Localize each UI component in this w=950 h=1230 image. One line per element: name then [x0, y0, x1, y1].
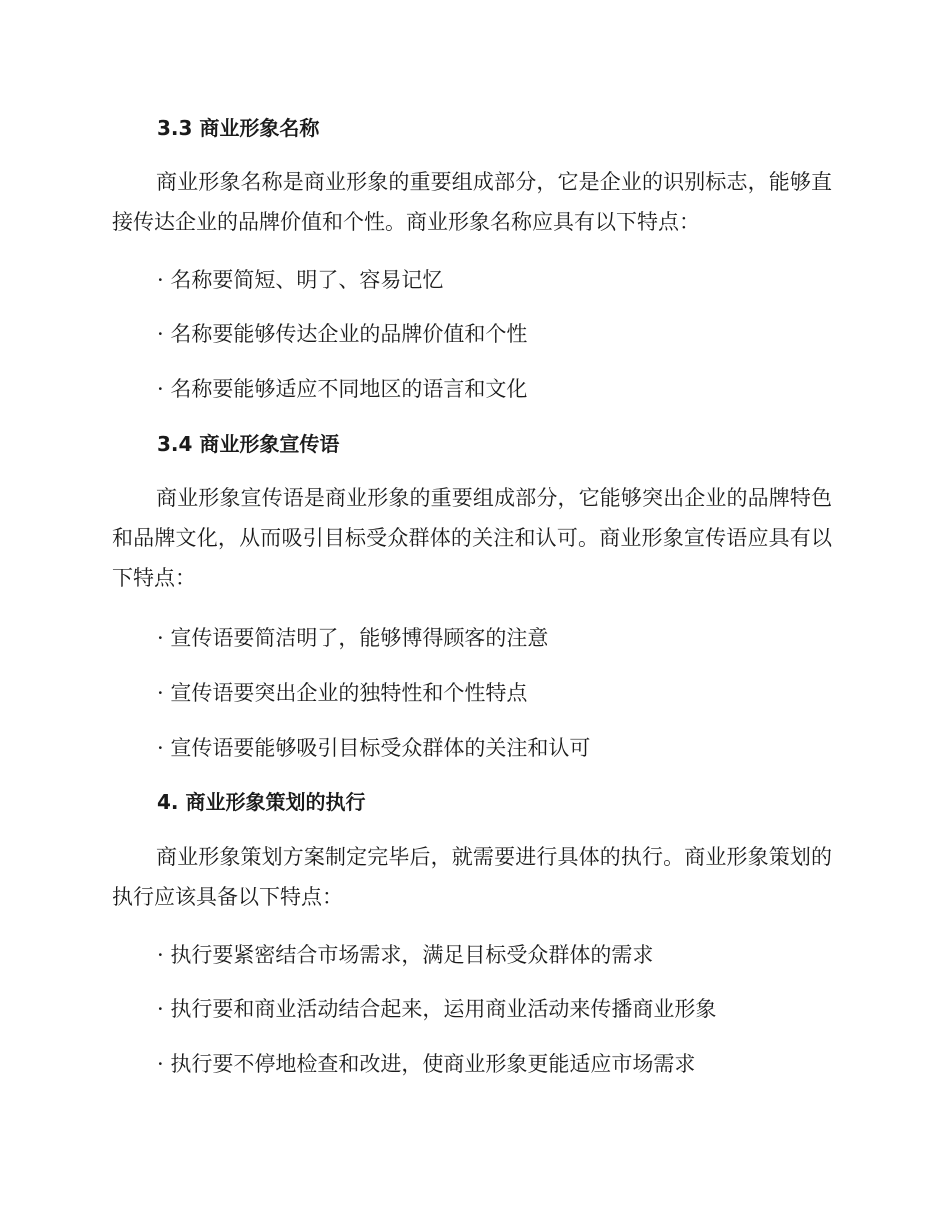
section-3-3-bullet-1: · 名称要简短、明了、容易记忆 — [157, 268, 444, 292]
section-4-bullet-3: · 执行要不停地检查和改进，使商业形象更能适应市场需求 — [157, 1052, 696, 1076]
section-3-4-bullet-1: · 宣传语要简洁明了，能够博得顾客的注意 — [157, 626, 549, 650]
section-3-4-bullet-3: · 宣传语要能够吸引目标受众群体的关注和认可 — [157, 736, 591, 760]
section-4-bullet-1: · 执行要紧密结合市场需求，满足目标受众群体的需求 — [157, 943, 654, 967]
section-3-4-bullet-2: · 宣传语要突出企业的独特性和个性特点 — [157, 681, 528, 705]
section-3-3-bullet-2: · 名称要能够传达企业的品牌价值和个性 — [157, 322, 528, 346]
section-4-heading: 4. 商业形象策划的执行 — [157, 790, 366, 814]
section-3-4-paragraph: 商业形象宣传语是商业形象的重要组成部分，它能够突出企业的品牌特色和品牌文化，从而吸引目标受众群体的关注和认可。商业形象宣传语应具有以下特点： — [112, 486, 832, 590]
section-3-3-bullet-3: · 名称要能够适应不同地区的语言和文化 — [157, 377, 528, 401]
section-3-4-heading: 3.4 商业形象宣传语 — [157, 432, 340, 456]
section-3-3-paragraph: 商业形象名称是商业形象的重要组成部分，它是企业的识别标志，能够直接传达企业的品牌价值和个性。商业形象名称应具有以下特点： — [112, 170, 832, 234]
section-3-3-heading: 3.3 商业形象名称 — [157, 116, 320, 140]
section-4-paragraph: 商业形象策划方案制定完毕后，就需要进行具体的执行。商业形象策划的执行应该具备以下特点： — [112, 845, 832, 909]
section-4-bullet-2: · 执行要和商业活动结合起来，运用商业活动来传播商业形象 — [157, 997, 717, 1021]
